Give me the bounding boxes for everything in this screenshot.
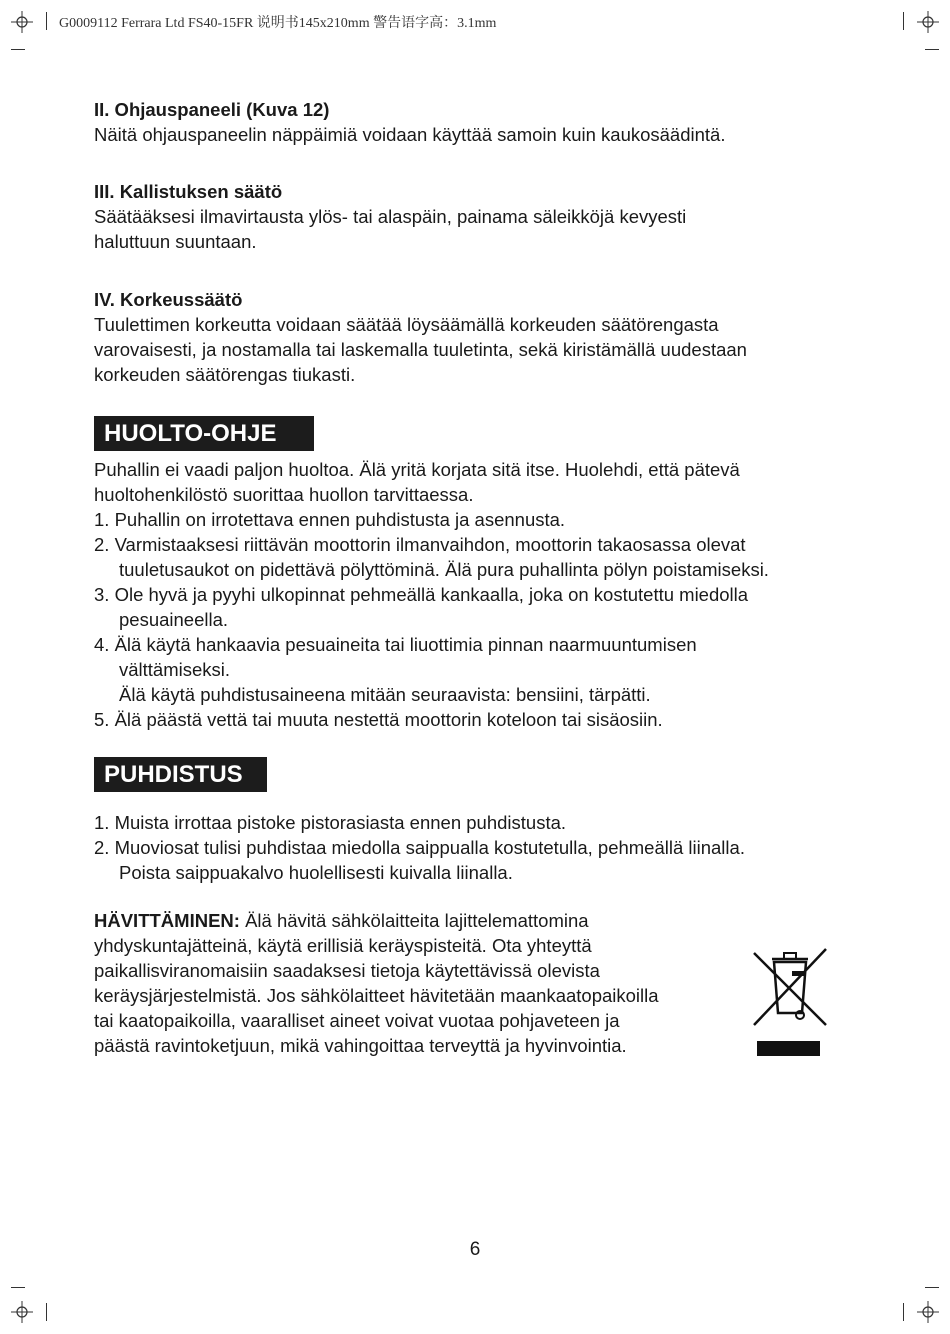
section-tilt bbox=[94, 179, 874, 254]
list-item: 1. Puhallin on irrotettava ennen puhdistusta ja asennusta. bbox=[94, 509, 566, 530]
page-number: 6 bbox=[469, 1239, 481, 1260]
crop-line-bottom-left bbox=[46, 1303, 47, 1321]
list-item-continuation: välttämiseksi. bbox=[119, 659, 231, 680]
list-item: 1. Muista irrottaa pistoke pistorasiasta ennen puhdistusta. bbox=[94, 812, 567, 833]
list-item: 2. Varmistaaksesi riittävän moottorin ilmanvaihdon, moottorin takaosassa olevat bbox=[94, 534, 746, 555]
crop-line-bottom-right-h bbox=[925, 1287, 939, 1288]
list-item-continuation: Älä käytä puhdistusaineena mitään seuraavista: bensiini, tärpätti. bbox=[119, 684, 651, 705]
list-item-continuation: pesuaineella. bbox=[119, 609, 229, 630]
section-height bbox=[94, 287, 874, 387]
list-item: 3. Ole hyvä ja pyyhi ulkopinnat pehmeällä kankaalla, joka on kostutettu miedolla bbox=[94, 584, 749, 605]
section-maintenance bbox=[94, 457, 874, 732]
paragraph-line: korkeuden säätörengas tiukasti. bbox=[94, 364, 356, 385]
disposal-text: Älä hävitä sähkölaitteita lajittelemattomina bbox=[239, 910, 589, 931]
list-item: 4. Älä käytä hankaavia pesuaineita tai liuottimia pinnan naarmuuntumisen bbox=[94, 634, 697, 655]
crop-line-top-right bbox=[903, 12, 904, 30]
disposal-first-line bbox=[94, 908, 744, 933]
cleaning-title-banner: PUHDISTUS bbox=[94, 757, 267, 792]
crossed-out-wheelie-bin-icon bbox=[750, 945, 830, 1032]
paragraph-line: Puhallin ei vaadi paljon huoltoa. Älä yritä korjata sitä itse. Huolehdi, että pätevä bbox=[94, 459, 740, 480]
list-item-continuation: Poista saippuakalvo huolellisesti kuivalla liinalla. bbox=[119, 862, 513, 883]
paragraph-line: Tuulettimen korkeutta voidaan säätää löysäämällä korkeuden säätörengasta bbox=[94, 314, 719, 335]
registration-mark-bottom-left bbox=[11, 1301, 33, 1323]
list-item-continuation: tuuletusaukot on pidettävä pölyttöminä. Älä pura puhallinta pölyn poistamiseksi. bbox=[119, 559, 769, 580]
paragraph-line: tai kaatopaikoilla, vaaralliset aineet voivat vuotaa pohjaveteen ja bbox=[94, 1010, 620, 1031]
paragraph-line: yhdyskuntajätteinä, käytä erillisiä keräyspisteitä. Ota yhteyttä bbox=[94, 935, 592, 956]
paragraph-line: keräysjärjestelmistä. Jos sähkölaitteet hävitetään maankaatopaikoilla bbox=[94, 985, 659, 1006]
paragraph-line: paikallisviranomaisiin saadaksesi tietoja käytettävissä olevista bbox=[94, 960, 600, 981]
section-heading: III. Kallistuksen säätö bbox=[94, 181, 283, 202]
registration-mark-top-left bbox=[11, 11, 33, 33]
paragraph-line: päästä ravintoketjuun, mikä vahingoittaa terveyttä ja hyvinvointia. bbox=[94, 1035, 627, 1056]
weee-underline-bar bbox=[757, 1041, 820, 1056]
section-control-panel bbox=[94, 97, 874, 147]
section-cleaning bbox=[94, 810, 874, 885]
section-heading: IV. Korkeussäätö bbox=[94, 289, 243, 310]
registration-mark-bottom-right bbox=[917, 1301, 939, 1323]
crop-line-top-left bbox=[46, 12, 47, 30]
print-header: G0009112 Ferrara Ltd FS40-15FR 说明书145x210mm 警告语字高：3.1mm bbox=[59, 16, 497, 31]
section-heading: II. Ohjauspaneeli (Kuva 12) bbox=[94, 99, 330, 120]
paragraph-line: Näitä ohjauspaneelin näppäimiä voidaan käyttää samoin kuin kaukosäädintä. bbox=[94, 124, 726, 145]
paragraph-line: varovaisesti, ja nostamalla tai laskemalla tuuletinta, sekä kiristämällä uudestaan bbox=[94, 339, 747, 360]
crop-line-top-left-h bbox=[11, 49, 25, 50]
maintenance-title-banner: HUOLTO-OHJE bbox=[94, 416, 314, 451]
crop-line-top-right-h bbox=[925, 49, 939, 50]
list-item: 5. Älä päästä vettä tai muuta nestettä moottorin koteloon tai sisäosiin. bbox=[94, 709, 663, 730]
crop-line-bottom-left-h bbox=[11, 1287, 25, 1288]
registration-mark-top-right bbox=[917, 11, 939, 33]
list-item: 2. Muoviosat tulisi puhdistaa miedolla saippualla kostutetulla, pehmeällä liinalla. bbox=[94, 837, 745, 858]
section-disposal bbox=[94, 908, 744, 1058]
disposal-label: HÄVITTÄMINEN: bbox=[94, 910, 240, 931]
paragraph-line: huoltohenkilöstö suorittaa huollon tarvittaessa. bbox=[94, 484, 474, 505]
paragraph-line: Säätääksesi ilmavirtausta ylös- tai alaspäin, painama säleikköjä kevyesti bbox=[94, 206, 687, 227]
paragraph-line: haluttuun suuntaan. bbox=[94, 231, 257, 252]
crop-line-bottom-right bbox=[903, 1303, 904, 1321]
